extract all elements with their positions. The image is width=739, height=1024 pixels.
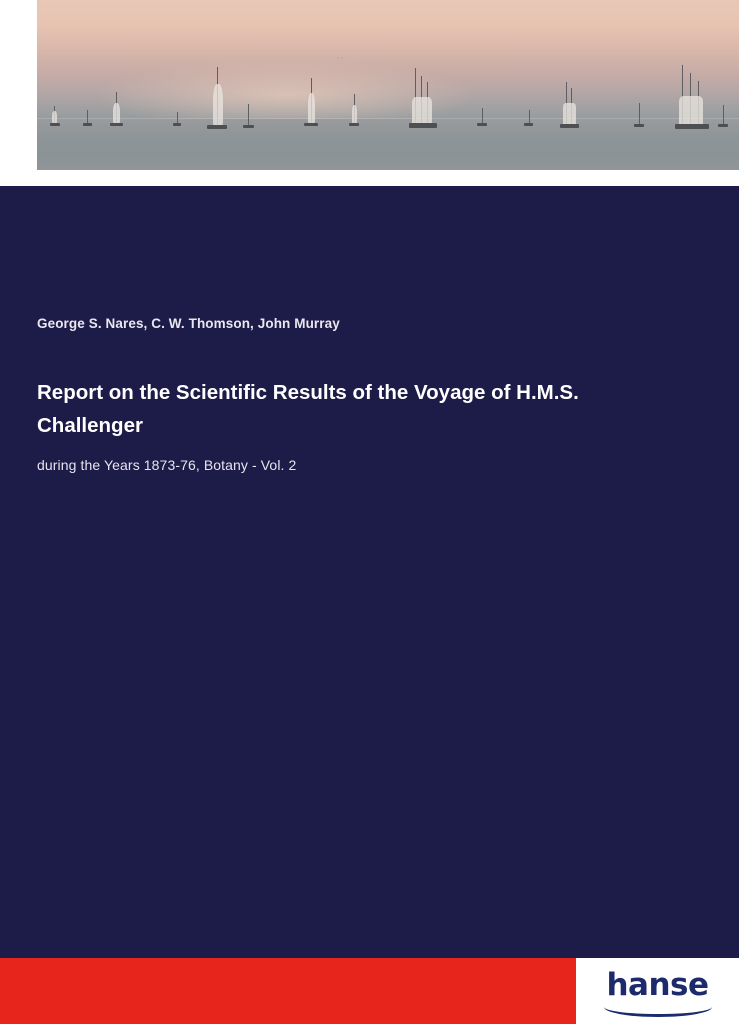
birds-icon: ˯ ˯: [337, 52, 344, 59]
sailing-ships-at-sea-photo: [37, 0, 739, 170]
book-subtitle: during the Years 1873-76, Botany - Vol. 2: [37, 457, 297, 473]
authors-line: George S. Nares, C. W. Thomson, John Murray: [37, 316, 340, 331]
publisher-footer: [0, 958, 739, 1024]
publisher-logo-text: hanse: [606, 967, 709, 1003]
publisher-logo: [576, 958, 739, 1024]
logo-swoosh-icon: [604, 1005, 712, 1017]
cover-photo-band: [0, 0, 739, 186]
cover-body: [0, 186, 739, 958]
book-title: Report on the Scientific Results of the Voyage of H.M.S. Challenger: [37, 381, 579, 438]
